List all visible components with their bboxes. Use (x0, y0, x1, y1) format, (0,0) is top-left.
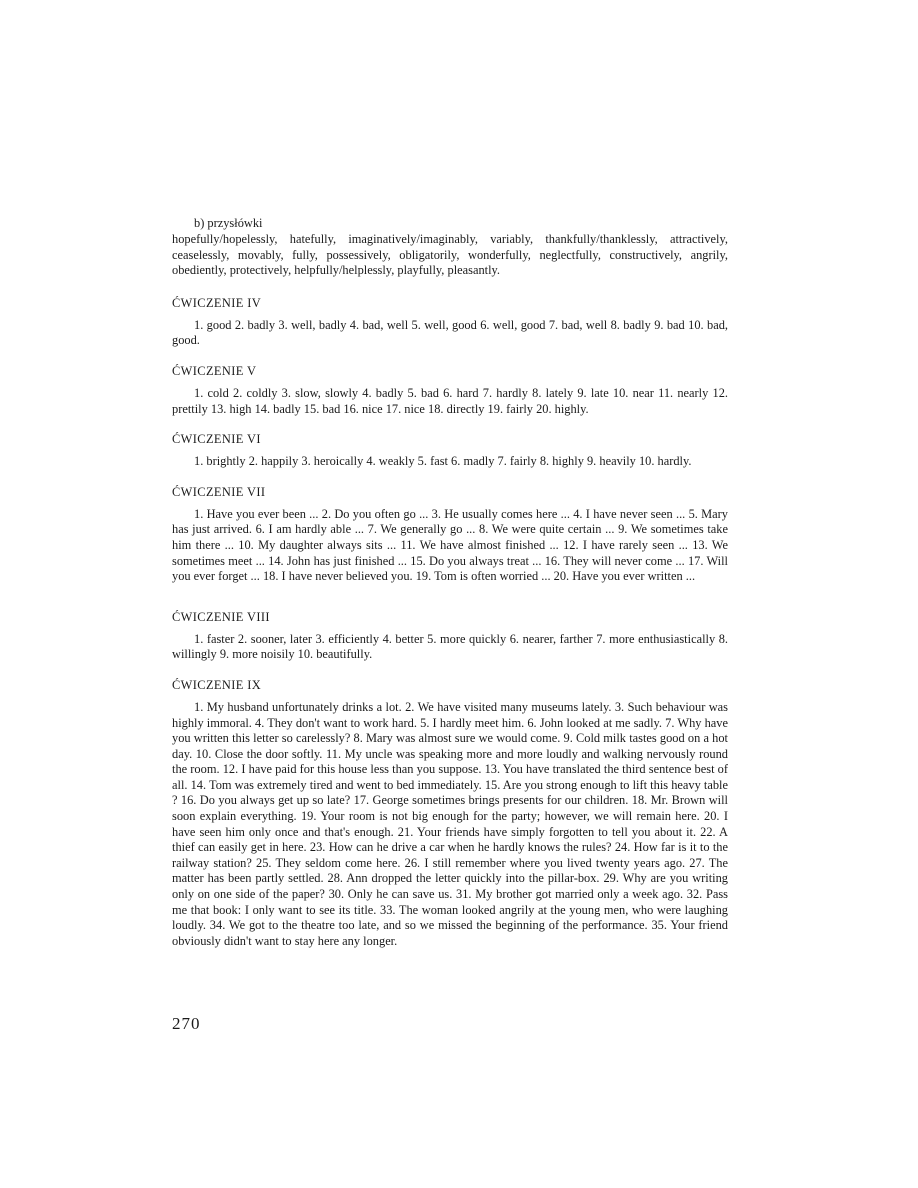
exercise-6-body: 1. brightly 2. happily 3. heroically 4. weakly 5. fast 6. madly 7. fairly 8. highly 9. heavily 10. hardly. (194, 454, 692, 469)
exercise-4-heading: ĆWICZENIE IV (172, 295, 262, 310)
exercise-8-body: 1. faster 2. sooner, later 3. efficiently 4. better 5. more quickly 6. nearer, farther 7. more enthusiastically 8. willingly 9. more noisily 10. beautifully. (172, 631, 728, 662)
exercise-6-heading: ĆWICZENIE VI (172, 432, 261, 447)
exercise-7-heading: ĆWICZENIE VII (172, 484, 266, 499)
part-b-text: hopefully/hopelessly, hatefully, imaginatively/imaginably, variably, thankfully/thanklessly, attractively, ceaselessly, movably, fully, possessively, obligatorily, wonderfully, neglectfully, constructively, angrily, obediently, protectively, helpfully/helplessly, playfully, pleasantly. (172, 232, 728, 278)
exercise-7-body: 1. Have you ever been ... 2. Do you often go ... 3. He usually comes here ... 4. I have never seen ... 5. Mary has just arrived. 6. I am hardly able ... 7. We generally go ... 8. We were quite certain ... 9. We sometimes take him there ... 10. My daughter always sits ... 11. We have almost finished ... 12. I have rarely seen ... 13. We sometimes meet ... 14. John has just finished ... 15. Do you always treat ... 16. They will never come ... 17. Will you ever forget ... 18. I have never believed you. 19. Tom is often worried ... 20. Have you ever written ... (172, 506, 728, 584)
exercise-9-heading: ĆWICZENIE IX (172, 677, 262, 692)
answer-key-page (172, 214, 728, 949)
exercise-8-heading: ĆWICZENIE VIII (172, 609, 270, 624)
exercise-4-body: 1. good 2. badly 3. well, badly 4. bad, well 5. well, good 6. well, good 7. bad, well 8. badly 9. bad 10. bad, good. (172, 317, 728, 348)
exercise-5-heading: ĆWICZENIE V (172, 363, 257, 378)
part-b-label: b) przysłówki (194, 216, 263, 230)
page-number: 270 (172, 1014, 201, 1033)
exercise-5-body: 1. cold 2. coldly 3. slow, slowly 4. badly 5. bad 6. hard 7. hardly 8. lately 9. late 10. near 11. nearly 12. prettily 13. high 14. badly 15. bad 16. nice 17. nice 18. directly 19. fairly 20. highly. (172, 385, 728, 416)
exercise-9-body: 1. My husband unfortunately drinks a lot. 2. We have visited many museums lately. 3. Such behaviour was highly immoral. 4. They don't want to work hard. 5. I hardly meet him. 6. John looked at me sadly. 7. Why have you written this letter so carelessly? 8. Mary was almost sure we would come. 9. Cold milk tastes good on a hot day. 10. Close the door softly. 11. My uncle was speaking more and more loudly and walking nervously round the room. 12. I have paid for this house less than you suppose. 13. You have translated the third sentence best of all. 14. Tom was extremely tired and went to bed immediately. 15. Are you strong enough to lift this heavy table ? 16. Do you always get up so late? 17. George sometimes brings presents for our children. 18. Mr. Brown will soon explain everything. 19. Your room is not big enough for the party; however, we will remain here. 20. I have seen him only once and that's enough. 21. Your friends have simply forgotten to tell you about it. 22. A thief can easily get in here. 23. How can he drive a car when he hardly knows the rules? 24. How far is it to the railway station? 25. They seldom come here. 26. I still remember where you lived twenty years ago. 27. The matter has been partly settled. 28. Ann dropped the letter quickly into the pillar-box. 29. Why are you writing only on one side of the paper? 30. Only he can save us. 31. My brother got married only a week ago. 32. Pass me that book: I only want to see its title. 33. The woman looked angrily at the young men, who were laughing loudly. 34. We got to the theatre too late, and so we missed the beginning of the performance. 35. Your friend obviously didn't want to stay here any longer. (172, 699, 728, 948)
